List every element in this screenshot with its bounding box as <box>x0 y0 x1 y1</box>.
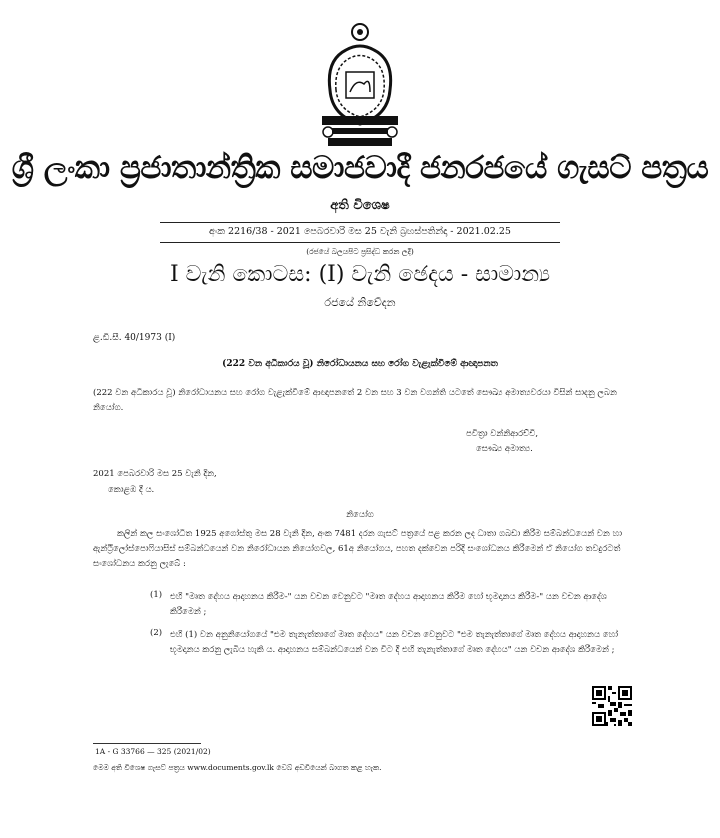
notice-intro: (222 වන අධිකාරය වූ) නිරෝධායනය සහ රෝග වැළැක්වීමේ ආඥාපනතේ 2 වන සහ 3 වන වගන්ති යටතේ සෞඛ්‍ය අමාත්‍යවරයා විසින් සාදනු ලබන නියෝග. <box>93 388 617 413</box>
footer-note: මෙම අති විශෙෂ ගැසට් පත්‍රය www.documents.gov.lk වෙබ් අඩවියෙන් බාගත කළ හැක. <box>93 763 382 772</box>
issue-line: අංක 2216/38 - 2021 පෙබරවාරි මස 25 වැනි බ්‍රහස්පතින්දා - 2021.02.25 <box>209 226 511 237</box>
footer-divider <box>93 743 201 744</box>
qr-code-icon <box>592 686 632 726</box>
item-text: එහි "මෘත දේහය ආදාහනය කිරීම-" යන වචන වෙනුවට "මෘත දේහය ආදාහනය කිරීම හෝ භූමදානය කිරීම-" යන වචන ආදේශ කිරීමෙන් ; <box>170 592 607 617</box>
date-line: 2021 පෙබරවාරි මස 25 වැනි දින, <box>93 469 217 479</box>
signer-name: පවිත්‍රා වන්නිආරච්චි, <box>466 429 539 439</box>
regulation-title: නියෝග <box>346 510 374 520</box>
notice-heading: (222 වන අධිකාරය වූ) නිරෝධායනය සහ රෝග වැළැක්වීමේ ආඥාපනත <box>222 359 498 369</box>
signer-title: සෞඛ්‍ය අමාත්‍ය. <box>476 444 533 454</box>
place-line: කොළඹ දී ය. <box>108 485 155 495</box>
regulation-body: කලින් කල සංශෝධිත 1925 අගෝස්තු මස 28 වැනි දින, අංක 7481 දරන ගැසට් පත්‍රයේ පළ කරන ලද ධාතා ගබඩා කිරීම සම්බන්ධයෙන් වන හා ඇන්ථ්‍රිලෝස්පොෆියාසිස් සම්බන්ධයෙන් වන නිරෝධායන නියෝගවල, 61අ නියෝගය, පහත දක්වෙන පරිදි සංශෝධනය කිරීමෙන් ඒ නියෝග තවදුරටත් සංශෝධනය කරනු ලැබේ : <box>93 529 623 569</box>
notice-reference: ළ.ඩි.සී. 40/1973 (I) <box>93 333 176 343</box>
divider <box>160 222 560 223</box>
authority-line: (රජයේ බලයපිට ප්‍රසිද්ධ කරන ලදී) <box>306 247 414 256</box>
divider <box>160 242 560 243</box>
print-code: 1A - G 33766 — 325 (2021/02) <box>95 747 211 756</box>
item-text: එහි (1) වන අනුනියෝගයේ "එම තැනැත්තාගේ මෘත දේහය" යන වචන වෙනුවට "එම තැනැත්තාගේ මෘත දේහය ආදාහනය හෝ භූමදානය කරනු ලැබිය හැකි ය. ආදාහනය සම්බන්ධයෙන් වන විට දී එහි තැනැත්තාගේ මෘත දේහය" යන වචන ආදේශ කිරීමෙන් ; <box>170 630 619 655</box>
section-title: රජයේ නිවේදන <box>324 296 396 309</box>
item-number: (2) <box>150 628 163 638</box>
gazette-title: ශ්‍රී ලංකා ප්‍රජාතාන්ත්‍රික සමාජවාදී ජනරජයේ ගැසට් පත්‍රය <box>11 150 709 186</box>
item-number: (1) <box>150 590 163 600</box>
sri-lanka-emblem-icon <box>316 20 404 152</box>
part-title: I වැනි කොටස: (I) වැනි ඡෙදය - සාමාන්‍ය <box>169 262 551 287</box>
extraordinary-label: අති විශෙෂ <box>330 198 390 213</box>
